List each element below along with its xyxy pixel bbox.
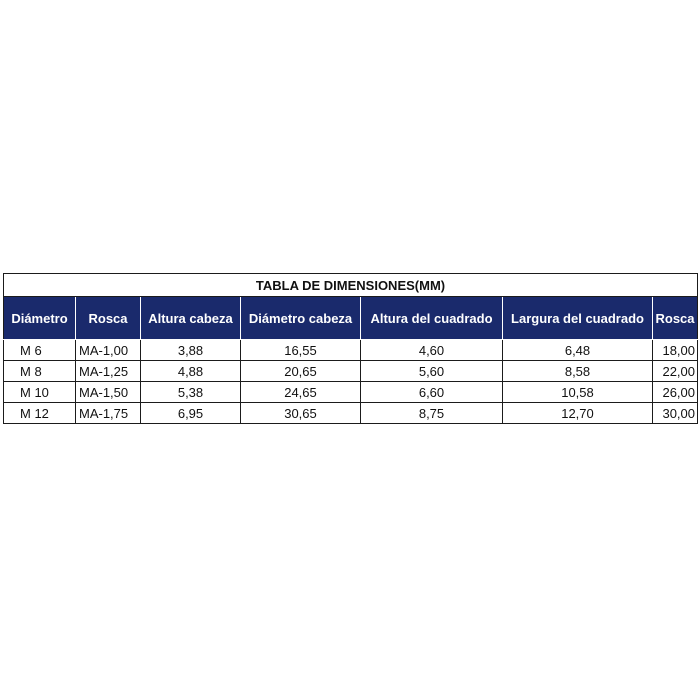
cell-diametro: M 10 bbox=[4, 382, 76, 403]
cell-diametro-cabeza: 16,55 bbox=[241, 340, 361, 361]
cell-largura-cuadrado: 6,48 bbox=[503, 340, 653, 361]
dimensions-table bbox=[3, 273, 698, 424]
cell-largura-cuadrado: 12,70 bbox=[503, 403, 653, 424]
cell-rosca: MA-1,50 bbox=[76, 382, 141, 403]
cell-diametro: M 8 bbox=[4, 361, 76, 382]
cell-rosca: MA-1,75 bbox=[76, 403, 141, 424]
cell-altura-cabeza: 6,95 bbox=[141, 403, 241, 424]
cell-altura-cuadrado: 5,60 bbox=[361, 361, 503, 382]
header-rosca-final: Rosca bbox=[653, 297, 698, 340]
cell-altura-cuadrado: 6,60 bbox=[361, 382, 503, 403]
cell-rosca: MA-1,25 bbox=[76, 361, 141, 382]
cell-largura-cuadrado: 8,58 bbox=[503, 361, 653, 382]
cell-altura-cuadrado: 4,60 bbox=[361, 340, 503, 361]
cell-altura-cabeza: 5,38 bbox=[141, 382, 241, 403]
table-row bbox=[4, 361, 698, 382]
table-title: TABLA DE DIMENSIONES(MM) bbox=[4, 274, 698, 297]
cell-rosca-final: 18,00 bbox=[653, 340, 698, 361]
header-altura-cabeza: Altura cabeza bbox=[141, 297, 241, 340]
cell-altura-cabeza: 3,88 bbox=[141, 340, 241, 361]
cell-diametro: M 12 bbox=[4, 403, 76, 424]
cell-diametro-cabeza: 30,65 bbox=[241, 403, 361, 424]
header-largura-cuadrado: Largura del cuadrado bbox=[503, 297, 653, 340]
cell-altura-cuadrado: 8,75 bbox=[361, 403, 503, 424]
header-altura-cuadrado: Altura del cuadrado bbox=[361, 297, 503, 340]
table-row bbox=[4, 340, 698, 361]
table-row bbox=[4, 403, 698, 424]
table-row bbox=[4, 382, 698, 403]
table-header-row bbox=[4, 297, 698, 340]
cell-largura-cuadrado: 10,58 bbox=[503, 382, 653, 403]
cell-altura-cabeza: 4,88 bbox=[141, 361, 241, 382]
cell-diametro-cabeza: 20,65 bbox=[241, 361, 361, 382]
header-rosca: Rosca bbox=[76, 297, 141, 340]
cell-rosca-final: 22,00 bbox=[653, 361, 698, 382]
header-diametro: Diámetro bbox=[4, 297, 76, 340]
table-title-row bbox=[4, 274, 698, 297]
cell-rosca: MA-1,00 bbox=[76, 340, 141, 361]
cell-rosca-final: 30,00 bbox=[653, 403, 698, 424]
cell-rosca-final: 26,00 bbox=[653, 382, 698, 403]
header-diametro-cabeza: Diámetro cabeza bbox=[241, 297, 361, 340]
cell-diametro-cabeza: 24,65 bbox=[241, 382, 361, 403]
cell-diametro: M 6 bbox=[4, 340, 76, 361]
dimensions-table-container bbox=[3, 273, 697, 424]
